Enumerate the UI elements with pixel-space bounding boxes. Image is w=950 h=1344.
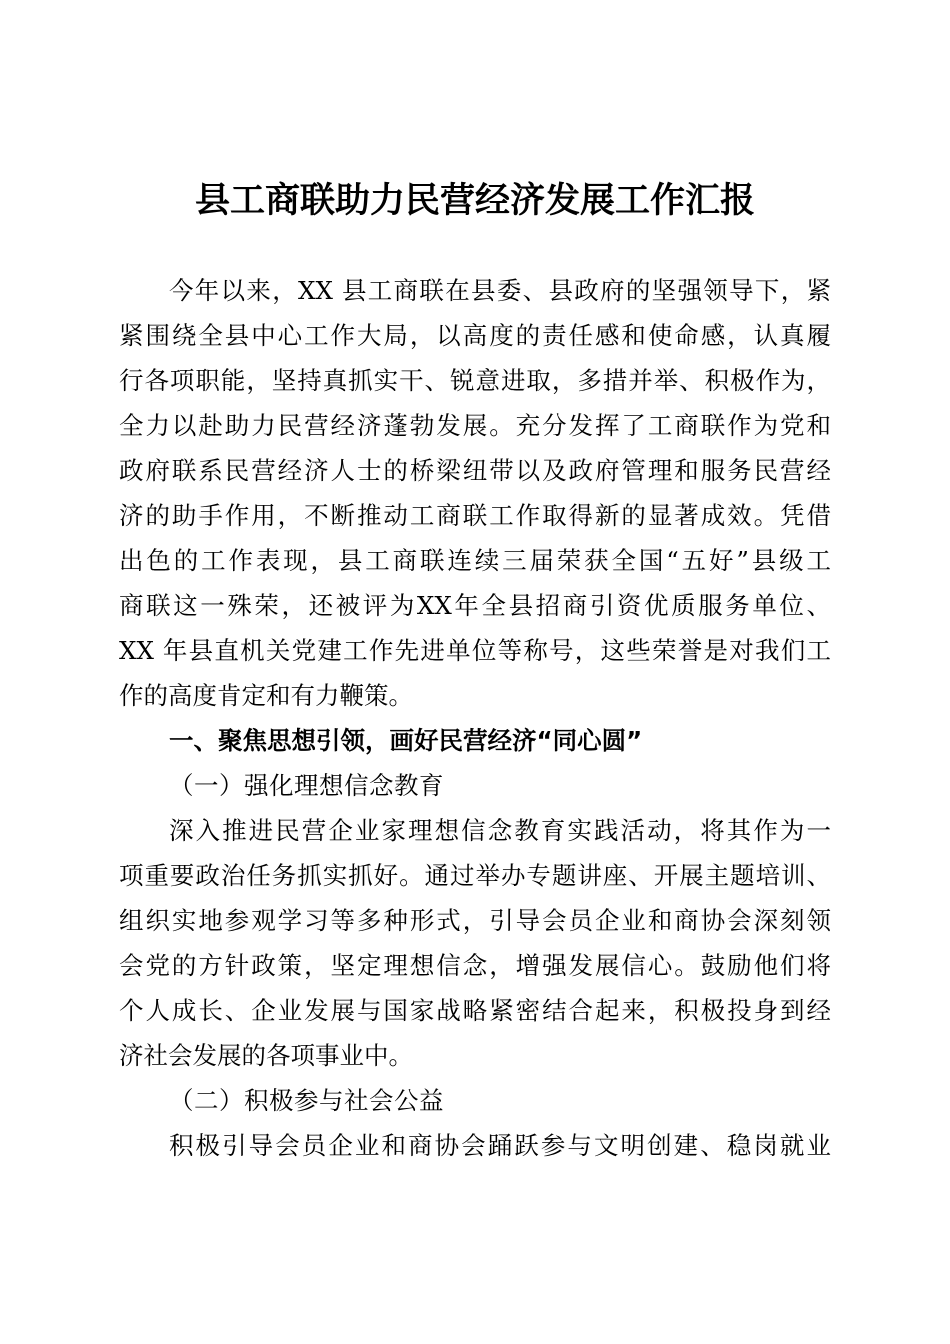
paragraph-line: 项重要政治任务抓实抓好。通过举办专题讲座、开展主题培训、 xyxy=(119,861,831,890)
paragraph-line: 行各项职能，坚持真抓实干、锐意进取，多措并举、积极作为， xyxy=(119,366,831,395)
paragraph-line: 全力以赴助力民营经济蓬勃发展。充分发挥了工商联作为党和 xyxy=(119,411,831,440)
paragraph-line: 今年以来，XX 县工商联在县委、县政府的坚强领导下，紧 xyxy=(169,276,831,305)
paragraph-line: 积极引导会员企业和商协会踊跃参与文明创建、稳岗就业 xyxy=(169,1131,831,1160)
document-page xyxy=(119,178,831,1168)
section-heading: 一、聚焦思想引领，画好民营经济“同心圆” xyxy=(169,726,643,755)
paragraph-line: 组织实地参观学习等多种形式，引导会员企业和商协会深刻领 xyxy=(119,906,831,935)
paragraph-line: 个人成长、企业发展与国家战略紧密结合起来，积极投身到经 xyxy=(119,996,831,1025)
document-title: 县工商联助力民营经济发展工作汇报 xyxy=(194,180,755,221)
paragraph-ideals-education xyxy=(119,808,831,1078)
paragraph-line: 深入推进民营企业家理想信念教育实践活动，将其作为一 xyxy=(169,816,831,845)
paragraph-line: 政府联系民营经济人士的桥梁纽带以及政府管理和服务民营经 xyxy=(119,456,831,485)
paragraph-intro xyxy=(119,268,831,718)
paragraph-line: 济的助手作用，不断推动工商联工作取得新的显著成效。凭借 xyxy=(119,501,831,530)
paragraph-line: 作的高度肯定和有力鞭策。 xyxy=(119,681,413,710)
paragraph-line: 济社会发展的各项事业中。 xyxy=(119,1041,413,1070)
paragraph-public-welfare xyxy=(119,1123,831,1168)
subsection-heading: （二）积极参与社会公益 xyxy=(169,1086,444,1115)
subsection-heading: （一）强化理想信念教育 xyxy=(169,771,444,800)
paragraph-line: XX 年县直机关党建工作先进单位等称号，这些荣誉是对我们工 xyxy=(119,636,831,665)
paragraph-line: 会党的方针政策，坚定理想信念，增强发展信心。鼓励他们将 xyxy=(119,951,831,980)
paragraph-line: 出色的工作表现，县工商联连续三届荣获全国“五好”县级工 xyxy=(119,546,831,575)
paragraph-line: 紧围绕全县中心工作大局，以高度的责任感和使命感，认真履 xyxy=(119,321,831,350)
paragraph-line: 商联这一殊荣，还被评为XX年全县招商引资优质服务单位、 xyxy=(119,591,831,620)
